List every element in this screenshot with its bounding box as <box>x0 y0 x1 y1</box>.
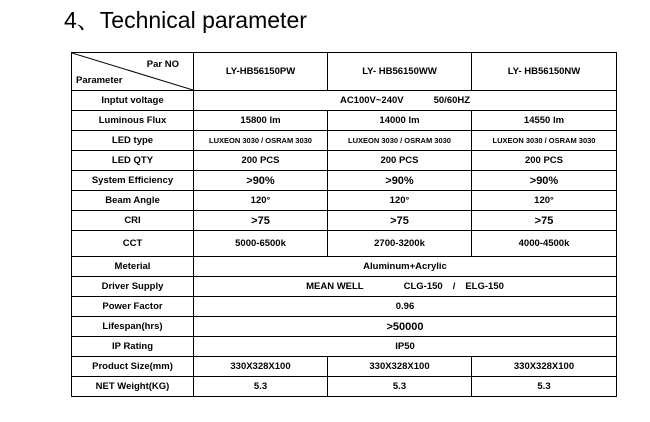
row-label: NET Weight(KG) <box>72 377 194 397</box>
table-row <box>72 357 617 377</box>
cell-value: 330X328X100 <box>328 357 472 377</box>
row-label: CCT <box>72 231 194 257</box>
cell-value: 200 PCS <box>328 151 472 171</box>
model-header: LY- HB56150NW <box>472 53 617 91</box>
driver-supply-value <box>194 277 617 297</box>
row-label: LED QTY <box>72 151 194 171</box>
cell-value: >90% <box>472 171 617 191</box>
cell-value: >90% <box>328 171 472 191</box>
cell-value: 14000 lm <box>328 111 472 131</box>
cell-value: 200 PCS <box>472 151 617 171</box>
cell-value: 330X328X100 <box>194 357 328 377</box>
table-row <box>72 131 617 151</box>
cell-value: 5.3 <box>194 377 328 397</box>
table-row <box>72 171 617 191</box>
cell-value: 15800 lm <box>194 111 328 131</box>
ip-rating-value: IP50 <box>194 337 617 357</box>
model-header: LY-HB56150PW <box>194 53 328 91</box>
cell-value: 14550 lm <box>472 111 617 131</box>
cell-value: 5.3 <box>328 377 472 397</box>
cell-value: 5.3 <box>472 377 617 397</box>
corner-bottom-label: Parameter <box>76 75 123 86</box>
row-label: Driver Supply <box>72 277 194 297</box>
row-label: Beam Angle <box>72 191 194 211</box>
table-row <box>72 211 617 231</box>
table-row <box>72 337 617 357</box>
table-row <box>72 91 617 111</box>
row-label: Lifespan(hrs) <box>72 317 194 337</box>
table-row <box>72 317 617 337</box>
corner-header-cell <box>72 53 194 91</box>
table-row <box>72 257 617 277</box>
material-value: Aluminum+Acrylic <box>194 257 617 277</box>
cell-value: 330X328X100 <box>472 357 617 377</box>
cell-value: 2700-3200k <box>328 231 472 257</box>
cell-value: >75 <box>328 211 472 231</box>
section-heading: 4、Technical parameter <box>64 7 307 33</box>
row-label: Power Factor <box>72 297 194 317</box>
row-label: Product Size(mm) <box>72 357 194 377</box>
driver-model-b: ELG-150 <box>465 281 504 292</box>
row-label: Inptut voltage <box>72 91 194 111</box>
input-voltage-value <box>194 91 617 111</box>
cell-value: >75 <box>472 211 617 231</box>
cell-value: LUXEON 3030 / OSRAM 3030 <box>328 131 472 151</box>
row-label: CRI <box>72 211 194 231</box>
driver-model-a: CLG-150 <box>403 281 443 292</box>
cell-value: 120° <box>328 191 472 211</box>
row-label: System Efficiency <box>72 171 194 191</box>
table-row <box>72 377 617 397</box>
header-row <box>72 53 617 91</box>
lifespan-value: >50000 <box>194 317 617 337</box>
row-label: Luminous Flux <box>72 111 194 131</box>
driver-brand: MEAN WELL <box>306 281 364 292</box>
table-row <box>72 231 617 257</box>
table-row <box>72 277 617 297</box>
corner-top-label: Par NO <box>146 59 179 70</box>
cell-value: 120° <box>194 191 328 211</box>
cell-value: LUXEON 3030 / OSRAM 3030 <box>472 131 617 151</box>
row-label: IP Rating <box>72 337 194 357</box>
table-row <box>72 111 617 131</box>
driver-separator: / <box>452 281 456 292</box>
power-factor-value: 0.96 <box>194 297 617 317</box>
technical-parameter-table <box>71 52 617 397</box>
cell-value: 5000-6500k <box>194 231 328 257</box>
cell-value: >90% <box>194 171 328 191</box>
table-row <box>72 151 617 171</box>
model-header: LY- HB56150WW <box>328 53 472 91</box>
table-row <box>72 191 617 211</box>
frequency-text: 50/60HZ <box>433 95 471 106</box>
cell-value: 120° <box>472 191 617 211</box>
cell-value: >75 <box>194 211 328 231</box>
row-label: Meterial <box>72 257 194 277</box>
row-label: LED type <box>72 131 194 151</box>
cell-value: 4000-4500k <box>472 231 617 257</box>
table-row <box>72 297 617 317</box>
cell-value: 200 PCS <box>194 151 328 171</box>
cell-value: LUXEON 3030 / OSRAM 3030 <box>194 131 328 151</box>
voltage-text: AC100V~240V <box>339 95 404 106</box>
